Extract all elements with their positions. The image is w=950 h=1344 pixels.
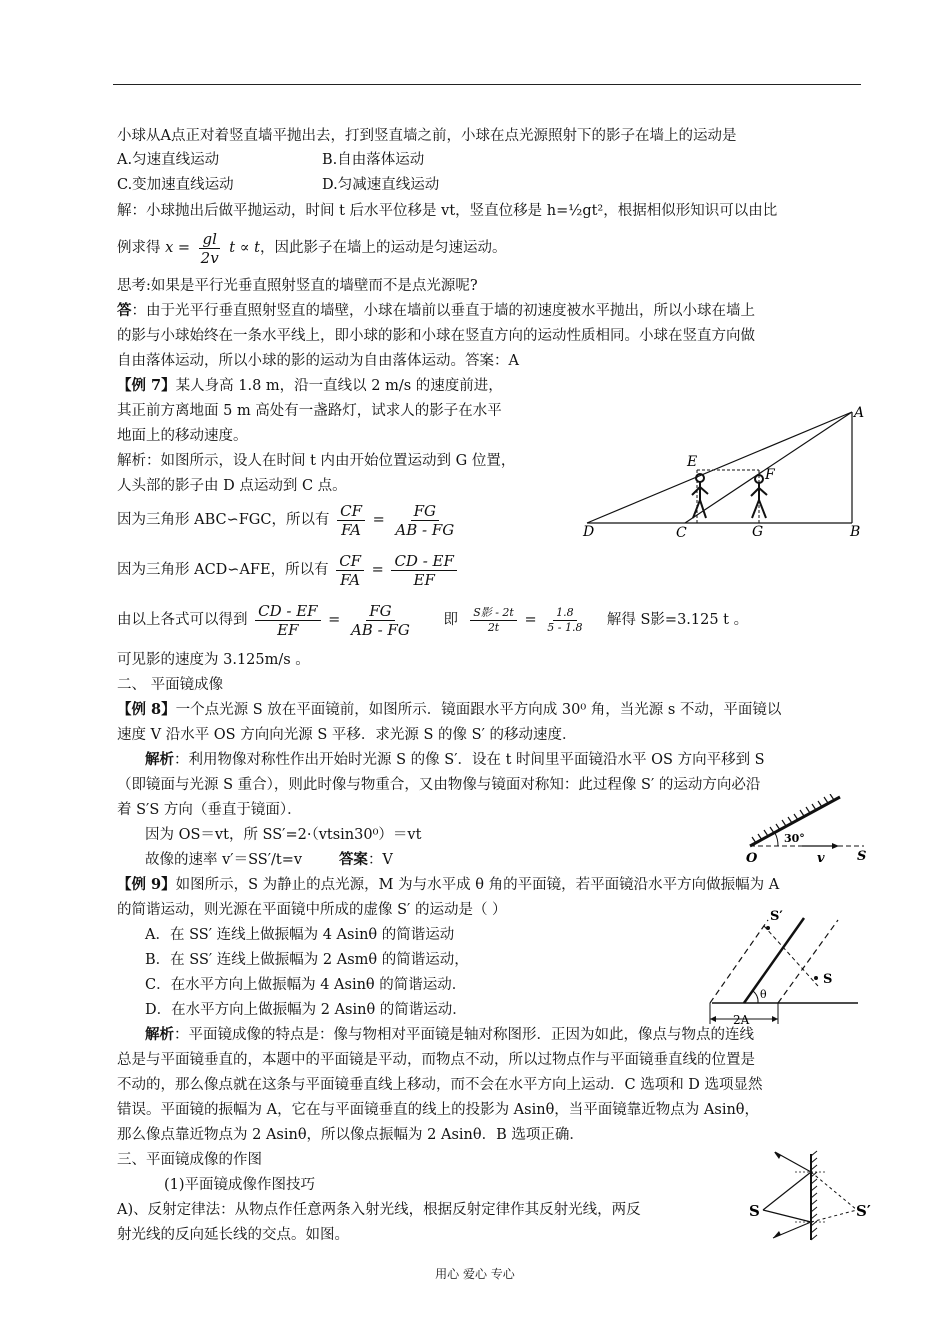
answer-line-3: 自由落体运动，所以小球的影的运动为自由落体运动。答案：A <box>117 353 519 369</box>
example7-line-8: 由以上各式可以得到 $\frac{CD - EF}{EF}$ = $\frac{FG}{AB - FG}$ 即 $\frac{\text{S影 - 2t}}{2t}$ = $\frac{1.8}{5 - 1.8}$ 解得 S影=3.125 t 。 <box>117 601 749 639</box>
angle-label: 30° <box>784 832 805 845</box>
example9-solution-5: 那么像点靠近物点为 2 Asinθ，所以像点振幅为 2 Asinθ．B 选项正确． <box>117 1127 584 1143</box>
label-a: A <box>854 405 865 421</box>
label-g: G <box>752 524 764 540</box>
example9-solution-3: 不动的，那么像点就在这条与平面镜垂直线上移动，而不会在水平方向上运动．C 选项和 D 选项显然 <box>117 1077 763 1093</box>
solution-line-1: 解：小球抛出后做平抛运动，时间 t 后水平位移是 vt，竖直位移是 h=½gt²，根据相似形知识可以由比 <box>117 203 778 219</box>
label-s-prime: S′ <box>770 909 783 924</box>
example9-option-c: C．在水平方向上做振幅为 4 Asinθ 的简谐运动． <box>145 977 467 993</box>
label-theta: θ <box>760 988 767 1001</box>
example8-line-1: 【例 8】一个点光源 S 放在平面镜前，如图所示．镜面跟水平方向成 30⁰ 角，当光源 s 不动，平面镜以 <box>117 701 782 718</box>
answer-line-1: 答：由于光平行垂直照射竖直的墙壁，小球在墙前以垂直于墙的初速度被水平抛出，所以小球在墙上 <box>117 302 755 319</box>
example9-line-2: 的简谐运动，则光源在平面镜中所成的虚像 S′ 的运动是（ ） <box>117 902 507 918</box>
oscillating-mirror-figure <box>708 908 868 1034</box>
label-amplitude: 2A <box>733 1013 750 1027</box>
label-s: S <box>749 1202 760 1220</box>
example9-solution-1: 解析：平面镜成像的特点是：像与物相对平面镜是轴对称图形．正因为如此，像点与物点的连线 <box>145 1026 754 1043</box>
option-d: D.匀减速直线运动 <box>322 177 440 193</box>
page-footer: 用心 爱心 专心 <box>435 1267 515 1281</box>
example9-solution-2: 总是与平面镜垂直的，本题中的平面镜是平动，而物点不动，所以过物点作与平面镜垂直线的位置是 <box>117 1052 755 1068</box>
option-b: B.自由落体运动 <box>322 152 425 168</box>
label-c: C <box>676 525 687 541</box>
section-2-title: 二、 平面镜成像 <box>117 677 224 693</box>
example8-line-2: 速度 V 沿水平 OS 方向向光源 S 平移．求光源 S 的像 S′ 的移动速度． <box>117 727 577 743</box>
answer-line-2: 的影与小球始终在一条水平线上，即小球的影和小球在竖直方向的运动性质相同。小球在竖直方向做 <box>117 328 755 344</box>
reflection-law-figure <box>745 1148 880 1244</box>
option-a: A.匀速直线运动 <box>117 152 220 168</box>
example7-line-6: 因为三角形 ABC∽FGC，所以有 $\frac{CF}{FA}$ = $\frac{FG}{AB - FG}$ <box>117 501 455 539</box>
label-v: v <box>817 851 825 866</box>
person-start-icon <box>692 474 708 518</box>
example7-line-2: 其正前方离地面 5 m 高处有一盏路灯，试求人的影子在水平 <box>117 403 502 419</box>
label-d: D <box>583 524 595 540</box>
example8-line-4: （即镜面与光源 S 重合），则此时像与物重合，又由物像与镜面对称知：此过程像 S′ 的运动方向必沿 <box>117 777 761 793</box>
example7-line-1: 【例 7】某人身高 1.8 m，沿一直线以 2 m/s 的速度前进， <box>117 377 503 394</box>
example9-solution-4: 错误。平面镜的振幅为 A，它在与平面镜垂直的线上的投影为 Asinθ，当平面镜靠近物点为 Asinθ， <box>117 1102 760 1118</box>
streetlight-figure <box>575 400 865 545</box>
label-b: B <box>850 524 861 540</box>
example8-line-3: 解析：利用物像对称性作出开始时光源 S 的像 S′．设在 t 时间里平面镜沿水平 OS 方向平移到 S <box>145 751 765 768</box>
label-e: E <box>687 454 698 470</box>
example9-option-a: A．在 SS′ 连线上做振幅为 4 Asinθ 的简谐运动 <box>145 927 455 943</box>
example7-line-4: 解析：如图所示，设人在时间 t 内由开始位置运动到 G 位置， <box>117 453 516 469</box>
section-3-text-2: 射光线的反向延长线的交点。如图。 <box>117 1227 349 1243</box>
header-rule <box>113 84 861 85</box>
example7-line-5: 人头部的影子由 D 点运动到 C 点。 <box>117 478 347 494</box>
label-s: S <box>857 849 867 864</box>
problem-intro: 小球从A点正对着竖直墙平抛出去，打到竖直墙之前，小球在点光源照射下的影子在墙上的运动是 <box>117 128 737 144</box>
label-s: S <box>823 972 833 987</box>
think-question: 思考:如果是平行光垂直照射竖直的墙壁而不是点光源呢? <box>117 278 478 294</box>
solution-line-2: 例求得 x = $\frac{gl}{2v}$ t ∝ t，因此影子在墙上的运动是匀速运动。 <box>117 229 507 267</box>
label-o: O <box>746 851 758 866</box>
label-s-prime: S′ <box>856 1202 871 1220</box>
example8-line-5: 着 S′S 方向（垂直于镜面）． <box>117 802 302 818</box>
example8-line-7: 故像的速率 v′＝SS′/t=v 答案：V <box>145 851 393 868</box>
example7-line-9: 可见影的速度为 3.125m/s 。 <box>117 652 310 668</box>
example7-line-3: 地面上的移动速度。 <box>117 428 248 444</box>
label-f: F <box>765 467 775 483</box>
section-3-title: 三、平面镜成像的作图 <box>117 1152 262 1168</box>
example8-line-6: 因为 OS＝vt，所 SS′=2·（vtsin30⁰）＝vt <box>145 827 422 843</box>
example9-option-b: B．在 SS′ 连线上做振幅为 2 Asmθ 的简谐运动， <box>145 952 469 968</box>
option-c: C.变加速直线运动 <box>117 177 234 193</box>
section-3-subtitle: (1)平面镜成像作图技巧 <box>164 1177 316 1193</box>
mirror-30-figure <box>742 794 872 866</box>
example7-line-7: 因为三角形 ACD∽AFE，所以有 $\frac{CF}{FA}$ = $\frac{CD - EF}{EF}$ <box>117 548 460 592</box>
section-3-text-1: A)、反射定律法：从物点作任意两条入射光线，根据反射定律作其反射光线，两反 <box>117 1202 641 1218</box>
example9-line-1: 【例 9】如图所示，S 为静止的点光源，M 为与水平成 θ 角的平面镜，若平面镜沿水平方向做振幅为 A <box>117 876 780 893</box>
example9-option-d: D．在水平方向上做振幅为 2 Asinθ 的简谐运动． <box>145 1002 467 1018</box>
